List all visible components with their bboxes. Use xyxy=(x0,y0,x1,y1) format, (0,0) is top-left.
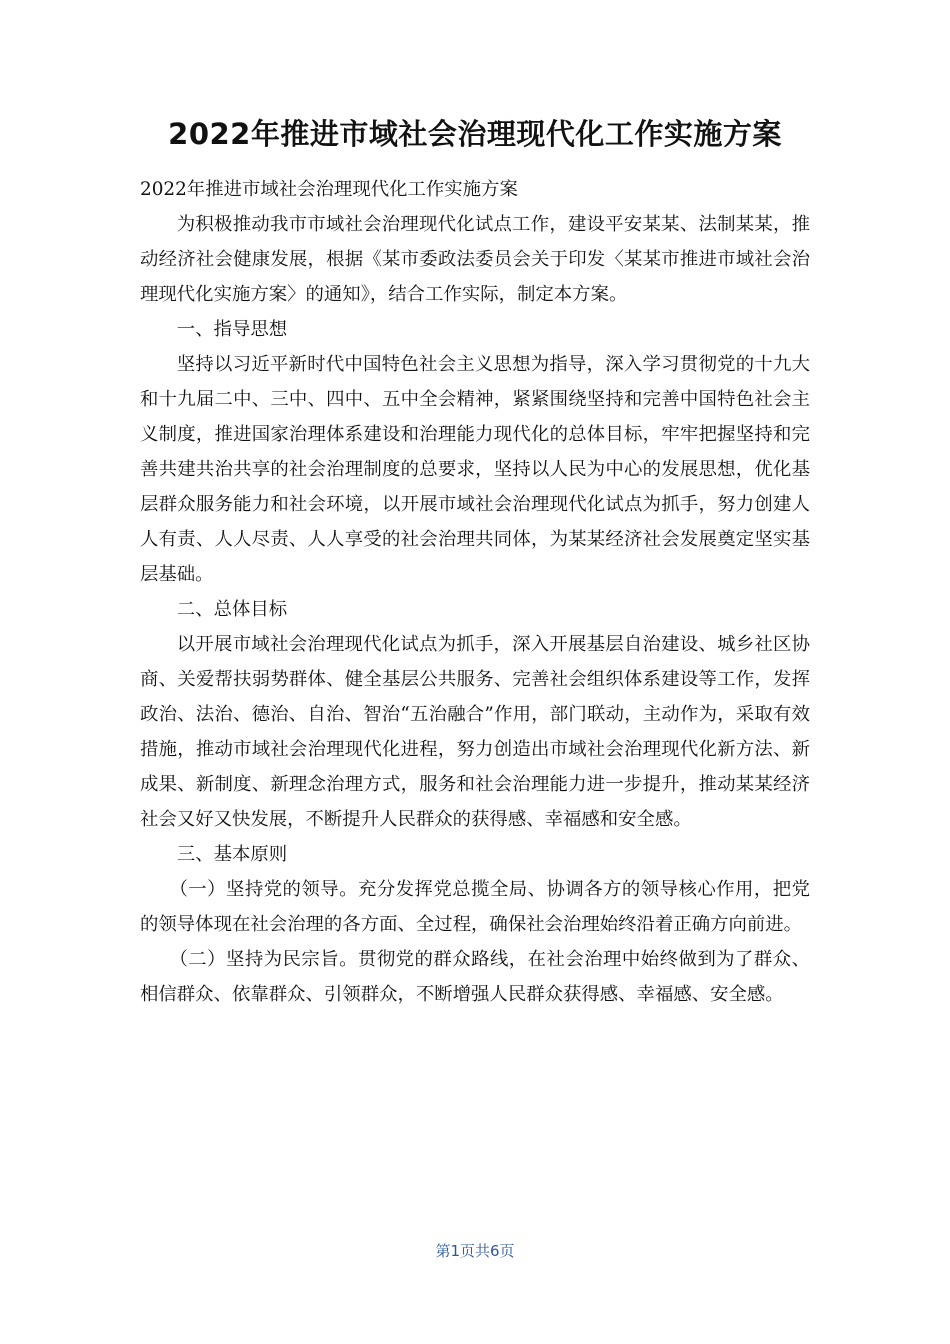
guiding-ideology-paragraph: 坚持以习近平新时代中国特色社会主义思想为指导，深入学习贯彻党的十九大和十九届二中、三中、四中、五中全会精神，紧紧围绕坚持和完善中国特色社会主义制度，推进国家治理体系建设和治理能力现代化的总体目标，牢牢把握坚持和完善共建共治共享的社会治理制度的总要求，坚持以人民为中心的发展思想，优化基层群众服务能力和社会环境，以开展市域社会治理现代化试点为抓手，努力创建人人有责、人人尽责、人人享受的社会治理共同体，为某某经济社会发展奠定坚实基层基础。 xyxy=(140,354,810,585)
principle-2-paragraph: （二）坚持为民宗旨。贯彻党的群众路线，在社会治理中始终做到为了群众、相信群众、依靠群众、引领群众，不断增强人民群众获得感、幸福感、安全感。 xyxy=(140,949,810,1005)
document-title: 2022年推进市域社会治理现代化工作实施方案 xyxy=(168,117,782,151)
principle-1-paragraph: （一）坚持党的领导。充分发挥党总揽全局、协调各方的领导核心作用，把党的领导体现在社会治理的各方面、全过程，确保社会治理始终沿着正确方向前进。 xyxy=(140,879,810,935)
section-heading-guiding-ideology: 一、指导思想 xyxy=(176,319,288,340)
overall-goal-paragraph: 以开展市域社会治理现代化试点为抓手，深入开展基层自治建设、城乡社区协商、关爱帮扶弱势群体、健全基层公共服务、完善社会组织体系建设等工作，发挥政治、法治、德治、自治、智治“五治融合”作用，部门联动，主动作为，采取有效措施，推动市域社会治理现代化进程，努力创造出市域社会治理现代化新方法、新成果、新制度、新理念治理方式，服务和社会治理能力进一步提升，推动某某经济社会又好又快发展，不断提升人民群众的获得感、幸福感和安全感。 xyxy=(140,634,810,830)
section-heading-overall-goal: 二、总体目标 xyxy=(176,599,288,620)
section-heading-basic-principles: 三、基本原则 xyxy=(176,844,288,865)
intro-paragraph: 为积极推动我市市域社会治理现代化试点工作，建设平安某某、法制某某，推动经济社会健康发展，根据《某市委政法委员会关于印发〈某某市推进市域社会治理现代化实施方案〉的通知》，结合工作实际，制定本方案。 xyxy=(140,214,810,305)
page-number-footer: 第1页共6页 xyxy=(435,1242,515,1260)
document-body xyxy=(140,172,810,1012)
document-subtitle: 2022年推进市域社会治理现代化工作实施方案 xyxy=(140,179,518,200)
